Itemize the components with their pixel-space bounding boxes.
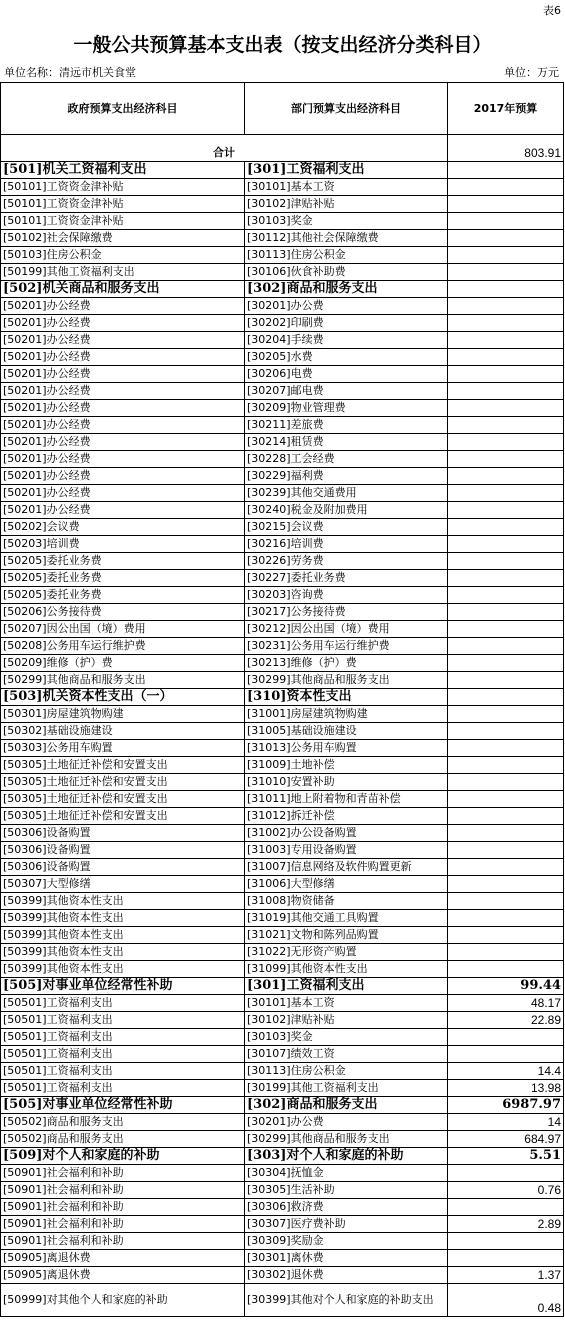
dept-subject-cell: [31012]拆迁补偿 [245,808,448,825]
dept-subject-cell: [31003]专用设备购置 [245,842,448,859]
table-row [1,468,564,485]
budget-amount-cell [448,230,564,247]
gov-subject-cell: [50306]设备购置 [1,825,245,842]
budget-amount-cell [448,961,564,978]
table-row [1,502,564,519]
currency-unit: 单位：万元 [504,66,559,79]
gov-subject-cell: [50501]工资福利支出 [1,1046,245,1063]
table-row [1,332,564,349]
gov-subject-cell: [50305]土地征迁补偿和安置支出 [1,808,245,825]
dept-subject-cell: [30102]津贴补贴 [245,196,448,213]
gov-subject-cell: [50502]商品和服务支出 [1,1114,245,1131]
gov-subject-cell: [50399]其他资本性支出 [1,893,245,910]
header-budget-2017: 2017年预算 [448,83,564,135]
budget-amount-cell [448,706,564,723]
table-row [1,570,564,587]
header-row [1,83,564,135]
table-row [1,723,564,740]
gov-subject-cell: [50999]对其他个人和家庭的补助 [1,1284,245,1317]
category-row [1,1148,564,1165]
gov-subject-cell: [50205]委托业务费 [1,587,245,604]
budget-amount-cell [448,893,564,910]
gov-subject-cell: [50905]离退休费 [1,1267,245,1284]
gov-subject-cell: [50501]工资福利支出 [1,1080,245,1097]
dept-subject-cell: [30399]其他对个人和家庭的补助支出 [245,1284,448,1317]
table-row [1,1284,564,1317]
budget-amount-cell [448,740,564,757]
dept-subject-cell: [30213]维修（护）费 [245,655,448,672]
table-row [1,604,564,621]
gov-subject-cell: [50305]土地征迁补偿和安置支出 [1,791,245,808]
dept-subject-cell: [30299]其他商品和服务支出 [245,672,448,689]
table-row [1,1250,564,1267]
table-row [1,842,564,859]
dept-subject-cell: [30204]手续费 [245,332,448,349]
gov-subject-cell: [50305]土地征迁补偿和安置支出 [1,757,245,774]
budget-amount-cell [448,162,564,179]
gov-subject-cell: [50203]培训费 [1,536,245,553]
gov-subject-cell: [50101]工资资金津补贴 [1,196,245,213]
table-row [1,1199,564,1216]
gov-subject-cell: [505]对事业单位经常性补助 [1,978,245,995]
table-row [1,621,564,638]
gov-subject-cell: [50102]社会保障缴费 [1,230,245,247]
dept-subject-cell: [30302]退休费 [245,1267,448,1284]
dept-subject-cell: [30214]租赁费 [245,434,448,451]
dept-subject-cell: [30207]邮电费 [245,383,448,400]
gov-subject-cell: [50202]会议费 [1,519,245,536]
dept-subject-cell: [30240]税金及附加费用 [245,502,448,519]
table-row [1,1029,564,1046]
dept-subject-cell: [30209]物业管理费 [245,400,448,417]
dept-subject-cell: [30102]津贴补贴 [245,1012,448,1029]
gov-subject-cell: [50905]离退休费 [1,1250,245,1267]
gov-subject-cell: [50201]办公经费 [1,468,245,485]
gov-subject-cell: [50206]公务接待费 [1,604,245,621]
dept-subject-cell: [30206]电费 [245,366,448,383]
table-row [1,519,564,536]
table-row [1,791,564,808]
budget-amount-cell: 13.98 [448,1080,564,1097]
page-title: 一般公共预算基本支出表（按支出经济分类科目） [73,34,492,56]
table-row [1,893,564,910]
gov-subject-cell: [50305]土地征迁补偿和安置支出 [1,774,245,791]
gov-subject-cell: [50399]其他资本性支出 [1,961,245,978]
gov-subject-cell: [50199]其他工资福利支出 [1,264,245,281]
gov-subject-cell: [50103]住房公积金 [1,247,245,264]
dept-subject-cell: [30101]基本工资 [245,995,448,1012]
gov-subject-cell: [50201]办公经费 [1,502,245,519]
gov-subject-cell: [50307]大型修缮 [1,876,245,893]
dept-subject-cell: [30305]生活补助 [245,1182,448,1199]
budget-amount-cell [448,298,564,315]
table-row [1,315,564,332]
dept-subject-cell: [30107]绩效工资 [245,1046,448,1063]
budget-amount-cell [448,1199,564,1216]
table-row [1,961,564,978]
dept-subject-cell: [310]资本性支出 [245,689,448,706]
dept-subject-cell: [30301]离休费 [245,1250,448,1267]
gov-subject-cell: [50101]工资资金津补贴 [1,213,245,230]
budget-amount-cell [448,1046,564,1063]
table-row [1,859,564,876]
dept-subject-cell: [30201]办公费 [245,298,448,315]
dept-subject-cell: [31013]公务用车购置 [245,740,448,757]
budget-amount-cell [448,536,564,553]
dept-subject-cell: [31007]信息网络及软件购置更新 [245,859,448,876]
dept-subject-cell: [301]工资福利支出 [245,162,448,179]
table-row [1,434,564,451]
table-row [1,1012,564,1029]
dept-subject-cell: [31008]物资储备 [245,893,448,910]
table-row [1,451,564,468]
budget-amount-cell [448,689,564,706]
table-row [1,944,564,961]
table-row [1,417,564,434]
gov-subject-cell: [50302]基础设施建设 [1,723,245,740]
budget-amount-cell [448,383,564,400]
dept-subject-cell: [303]对个人和家庭的补助 [245,1148,448,1165]
dept-subject-cell: [30112]其他社会保障缴费 [245,230,448,247]
budget-amount-cell [448,213,564,230]
table-row [1,1063,564,1080]
dept-subject-cell: [30307]医疗费补助 [245,1216,448,1233]
dept-subject-cell: [30304]抚恤金 [245,1165,448,1182]
budget-amount-cell: 0.48 [448,1284,564,1317]
dept-subject-cell: [30113]住房公积金 [245,247,448,264]
budget-amount-cell [448,927,564,944]
table-row [1,638,564,655]
gov-subject-cell: [50201]办公经费 [1,400,245,417]
budget-amount-cell [448,604,564,621]
budget-amount-cell [448,723,564,740]
table-row [1,349,564,366]
budget-amount-cell [448,1233,564,1250]
table-row [1,774,564,791]
budget-amount-cell [448,196,564,213]
budget-amount-cell: 5.51 [448,1148,564,1165]
table-tag: 表6 [543,4,561,17]
gov-subject-cell: [50201]办公经费 [1,434,245,451]
gov-subject-cell: [50101]工资资金津补贴 [1,179,245,196]
budget-amount-cell [448,587,564,604]
table-row [1,366,564,383]
header-dept-subject: 部门预算支出经济科目 [245,83,448,135]
category-row [1,162,564,179]
budget-amount-cell [448,808,564,825]
budget-amount-cell [448,655,564,672]
table-row [1,672,564,689]
gov-subject-cell: [50208]公务用车运行维护费 [1,638,245,655]
gov-subject-cell: [50901]社会福利和补助 [1,1165,245,1182]
budget-amount-cell [448,757,564,774]
gov-subject-cell: [502]机关商品和服务支出 [1,281,245,298]
gov-subject-cell: [50299]其他商品和服务支出 [1,672,245,689]
budget-amount-cell [448,281,564,298]
table-row [1,485,564,502]
table-row [1,298,564,315]
budget-amount-cell: 6987.97 [448,1097,564,1114]
budget-amount-cell [448,1165,564,1182]
table-row [1,995,564,1012]
table-row [1,808,564,825]
budget-amount-cell [448,315,564,332]
budget-amount-cell [448,417,564,434]
budget-amount-cell [448,332,564,349]
dept-subject-cell: [31021]文物和陈列品购置 [245,927,448,944]
budget-amount-cell [448,247,564,264]
dept-subject-cell: [30216]培训费 [245,536,448,553]
budget-amount-cell [448,638,564,655]
budget-amount-cell [448,179,564,196]
dept-subject-cell: [31002]办公设备购置 [245,825,448,842]
dept-subject-cell: [31019]其他交通工具购置 [245,910,448,927]
dept-subject-cell: [31009]土地补偿 [245,757,448,774]
dept-subject-cell: [30227]委托业务费 [245,570,448,587]
table-row [1,876,564,893]
table-row [1,1233,564,1250]
table-row [1,179,564,196]
gov-subject-cell: [50501]工资福利支出 [1,1012,245,1029]
budget-amount-cell [448,519,564,536]
total-amount: 803.91 [448,135,564,162]
gov-subject-cell: [50201]办公经费 [1,451,245,468]
dept-subject-cell: [30215]会议费 [245,519,448,536]
table-row [1,1267,564,1284]
gov-subject-cell: [50399]其他资本性支出 [1,927,245,944]
budget-amount-cell [448,774,564,791]
table-row [1,587,564,604]
budget-amount-cell: 2.89 [448,1216,564,1233]
gov-subject-cell: [50399]其他资本性支出 [1,944,245,961]
table-row [1,1131,564,1148]
table-row [1,740,564,757]
budget-amount-cell [448,400,564,417]
dept-subject-cell: [30309]奖励金 [245,1233,448,1250]
dept-subject-cell: [30106]伙食补助费 [245,264,448,281]
dept-subject-cell: [30201]办公费 [245,1114,448,1131]
table-row [1,757,564,774]
budget-amount-cell [448,468,564,485]
budget-amount-cell [448,553,564,570]
gov-subject-cell: [509]对个人和家庭的补助 [1,1148,245,1165]
dept-subject-cell: [302]商品和服务支出 [245,1097,448,1114]
dept-subject-cell: [30226]劳务费 [245,553,448,570]
gov-subject-cell: [50501]工资福利支出 [1,995,245,1012]
category-row [1,978,564,995]
total-row [1,135,564,162]
gov-subject-cell: [50209]维修（护）费 [1,655,245,672]
budget-amount-cell: 0.76 [448,1182,564,1199]
table-row [1,910,564,927]
budget-amount-cell: 684.97 [448,1131,564,1148]
table-row [1,383,564,400]
budget-amount-cell: 22.89 [448,1012,564,1029]
gov-subject-cell: [505]对事业单位经常性补助 [1,1097,245,1114]
gov-subject-cell: [50399]其他资本性支出 [1,910,245,927]
dept-subject-cell: [30231]公务用车运行维护费 [245,638,448,655]
budget-amount-cell [448,944,564,961]
budget-amount-cell: 99.44 [448,978,564,995]
budget-amount-cell [448,621,564,638]
dept-subject-cell: [30306]救济费 [245,1199,448,1216]
budget-amount-cell [448,502,564,519]
budget-amount-cell [448,451,564,468]
dept-subject-cell: [30202]印刷费 [245,315,448,332]
dept-subject-cell: [30199]其他工资福利支出 [245,1080,448,1097]
dept-subject-cell: [30212]因公出国（境）费用 [245,621,448,638]
table-row [1,655,564,672]
gov-subject-cell: [50207]因公出国（境）费用 [1,621,245,638]
dept-subject-cell: [30239]其他交通费用 [245,485,448,502]
dept-subject-cell: [30228]工会经费 [245,451,448,468]
budget-amount-cell [448,1029,564,1046]
dept-subject-cell: [31001]房屋建筑物购建 [245,706,448,723]
gov-subject-cell: [50201]办公经费 [1,332,245,349]
gov-subject-cell: [50201]办公经费 [1,366,245,383]
table-row [1,825,564,842]
dept-subject-cell: [30299]其他商品和服务支出 [245,1131,448,1148]
dept-subject-cell: [302]商品和服务支出 [245,281,448,298]
dept-subject-cell: [30203]咨询费 [245,587,448,604]
table-row [1,264,564,281]
dept-subject-cell: [30103]奖金 [245,213,448,230]
budget-amount-cell [448,842,564,859]
table-row [1,1080,564,1097]
table-row [1,400,564,417]
gov-subject-cell: [50205]委托业务费 [1,553,245,570]
dept-subject-cell: [30101]基本工资 [245,179,448,196]
dept-subject-cell: [31022]无形资产购置 [245,944,448,961]
gov-subject-cell: [50201]办公经费 [1,485,245,502]
table-row [1,1216,564,1233]
gov-subject-cell: [50303]公务用车购置 [1,740,245,757]
budget-amount-cell: 1.37 [448,1267,564,1284]
budget-amount-cell [448,791,564,808]
gov-subject-cell: [503]机关资本性支出（一） [1,689,245,706]
budget-amount-cell [448,434,564,451]
category-row [1,689,564,706]
dept-subject-cell: [30229]福利费 [245,468,448,485]
dept-subject-cell: [31011]地上附着物和青苗补偿 [245,791,448,808]
dept-subject-cell: [31099]其他资本性支出 [245,961,448,978]
budget-amount-cell [448,672,564,689]
budget-amount-cell: 14 [448,1114,564,1131]
table-row [1,230,564,247]
gov-subject-cell: [50205]委托业务费 [1,570,245,587]
budget-amount-cell [448,264,564,281]
budget-amount-cell [448,876,564,893]
table-row [1,927,564,944]
table-row [1,213,564,230]
budget-table [0,82,564,1317]
table-row [1,553,564,570]
dept-subject-cell: [30205]水费 [245,349,448,366]
budget-amount-cell [448,825,564,842]
gov-subject-cell: [50901]社会福利和补助 [1,1233,245,1250]
unit-name: 单位名称：清远市机关食堂 [4,66,136,79]
category-row [1,1097,564,1114]
dept-subject-cell: [31010]安置补助 [245,774,448,791]
gov-subject-cell: [50306]设备购置 [1,842,245,859]
dept-subject-cell: [30211]差旅费 [245,417,448,434]
dept-subject-cell: [30217]公务接待费 [245,604,448,621]
table-row [1,196,564,213]
gov-subject-cell: [50306]设备购置 [1,859,245,876]
gov-subject-cell: [50901]社会福利和补助 [1,1182,245,1199]
table-row [1,1114,564,1131]
gov-subject-cell: [501]机关工资福利支出 [1,162,245,179]
budget-amount-cell [448,570,564,587]
gov-subject-cell: [50901]社会福利和补助 [1,1216,245,1233]
total-label: 合计 [1,135,448,162]
gov-subject-cell: [50301]房屋建筑物购建 [1,706,245,723]
header-gov-subject: 政府预算支出经济科目 [1,83,245,135]
table-row [1,706,564,723]
dept-subject-cell: [31006]大型修缮 [245,876,448,893]
table-row [1,1046,564,1063]
gov-subject-cell: [50901]社会福利和补助 [1,1199,245,1216]
gov-subject-cell: [50201]办公经费 [1,417,245,434]
budget-amount-cell: 14.4 [448,1063,564,1080]
budget-amount-cell [448,859,564,876]
dept-subject-cell: [30113]住房公积金 [245,1063,448,1080]
gov-subject-cell: [50201]办公经费 [1,383,245,400]
budget-amount-cell [448,1250,564,1267]
budget-amount-cell [448,910,564,927]
dept-subject-cell: [30103]奖金 [245,1029,448,1046]
dept-subject-cell: [301]工资福利支出 [245,978,448,995]
category-row [1,281,564,298]
gov-subject-cell: [50501]工资福利支出 [1,1063,245,1080]
budget-amount-cell [448,349,564,366]
gov-subject-cell: [50201]办公经费 [1,349,245,366]
budget-amount-cell [448,485,564,502]
table-row [1,536,564,553]
gov-subject-cell: [50501]工资福利支出 [1,1029,245,1046]
table-row [1,1182,564,1199]
budget-amount-cell: 48.17 [448,995,564,1012]
gov-subject-cell: [50201]办公经费 [1,298,245,315]
table-row [1,1165,564,1182]
gov-subject-cell: [50502]商品和服务支出 [1,1131,245,1148]
gov-subject-cell: [50201]办公经费 [1,315,245,332]
dept-subject-cell: [31005]基础设施建设 [245,723,448,740]
budget-amount-cell [448,366,564,383]
table-row [1,247,564,264]
